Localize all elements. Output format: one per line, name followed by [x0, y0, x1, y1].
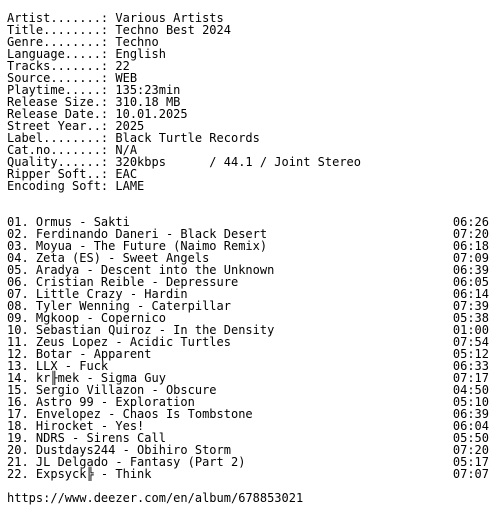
track-title: 01. Ormus - Sakti [7, 215, 130, 229]
track-duration: 05:17 [452, 455, 489, 469]
track-title: 17. Envelopez - Chaos Is Tombstone [7, 407, 253, 421]
track-title: 19. NDRS - Sirens Call [7, 431, 166, 445]
info-release-date: Release Date.: 10.01.2025 [7, 107, 188, 121]
track-title: 18. Hirocket - Yes! [7, 419, 145, 433]
track-duration: 04:50 [452, 383, 489, 397]
info-playtime: Playtime.....: 135:23min [7, 83, 181, 97]
track-title: 11. Zeus Lopez - Acidic Turtles [7, 335, 231, 349]
album-url: https://www.deezer.com/en/album/678853021 [7, 491, 304, 505]
track-title: 02. Ferdinando Daneri - Black Desert [7, 227, 268, 241]
track-title: 15. Sergio Villazon - Obscure [7, 383, 217, 397]
track-title: 22. Expsyck╠ - Think [7, 467, 152, 481]
track-duration: 06:26 [452, 215, 489, 229]
info-quality: Quality......: 320kbps / 44.1 / Joint Stereo [7, 155, 362, 169]
track-title: 03. Moyua - The Future (Naimo Remix) [7, 239, 268, 253]
info-cat-no: Cat.no.......: N/A [7, 143, 138, 157]
track-title: 09. Mgkoop - Copernico [7, 311, 166, 325]
track-duration: 07:20 [452, 227, 489, 241]
track-duration: 06:18 [452, 239, 489, 253]
track-title: 21. JL Delgado - Fantasy (Part 2) [7, 455, 246, 469]
track-duration: 06:39 [452, 407, 489, 421]
track-duration: 05:10 [452, 395, 489, 409]
track-title: 14. kr╟mek - Sigma Guy [7, 371, 166, 385]
track-duration: 06:04 [452, 419, 489, 433]
track-duration: 07:39 [452, 299, 489, 313]
track-title: 06. Cristian Reible - Depressure [7, 275, 239, 289]
track-title: 07. Little Crazy - Hardin [7, 287, 188, 301]
track-duration: 06:14 [452, 287, 489, 301]
track-title: 10. Sebastian Quiroz - In the Density [7, 323, 275, 337]
info-title: Title........: Techno Best 2024 [7, 23, 231, 37]
track-duration: 06:39 [452, 263, 489, 277]
info-tracks: Tracks.......: 22 [7, 59, 130, 73]
track-duration: 01:00 [452, 323, 489, 337]
track-duration: 07:17 [452, 371, 489, 385]
info-label: Label........: Black Turtle Records [7, 131, 260, 145]
info-encoding-soft: Encoding Soft: LAME [7, 179, 145, 193]
track-duration: 07:54 [452, 335, 489, 349]
track-title: 04. Zeta (ES) - Sweet Angels [7, 251, 210, 265]
track-title: 16. Astro 99 - Exploration [7, 395, 195, 409]
track-duration: 06:33 [452, 359, 489, 373]
track-duration: 05:38 [452, 311, 489, 325]
info-ripper-soft: Ripper Soft..: EAC [7, 167, 138, 181]
info-source: Source.......: WEB [7, 71, 138, 85]
info-genre: Genre........: Techno [7, 35, 159, 49]
track-title: 12. Botar - Apparent [7, 347, 152, 361]
track-duration: 07:20 [452, 443, 489, 457]
track-duration: 07:09 [452, 251, 489, 265]
track-duration: 07:07 [452, 467, 489, 481]
info-street-year: Street Year..: 2025 [7, 119, 145, 133]
track-title: 13. LLX - Fuck [7, 359, 109, 373]
info-release-size: Release Size.: 310.18 MB [7, 95, 181, 109]
info-language: Language.....: English [7, 47, 166, 61]
track-duration: 06:05 [452, 275, 489, 289]
track-title: 20. Dustdays244 - Obihiro Storm [7, 443, 231, 457]
track-title: 05. Aradya - Descent into the Unknown [7, 263, 275, 277]
track-title: 08. Tyler Wenning - Caterpillar [7, 299, 231, 313]
track-duration: 05:50 [452, 431, 489, 445]
track-duration: 05:12 [452, 347, 489, 361]
track-row [7, 468, 489, 480]
info-artist: Artist.......: Various Artists [7, 11, 224, 25]
